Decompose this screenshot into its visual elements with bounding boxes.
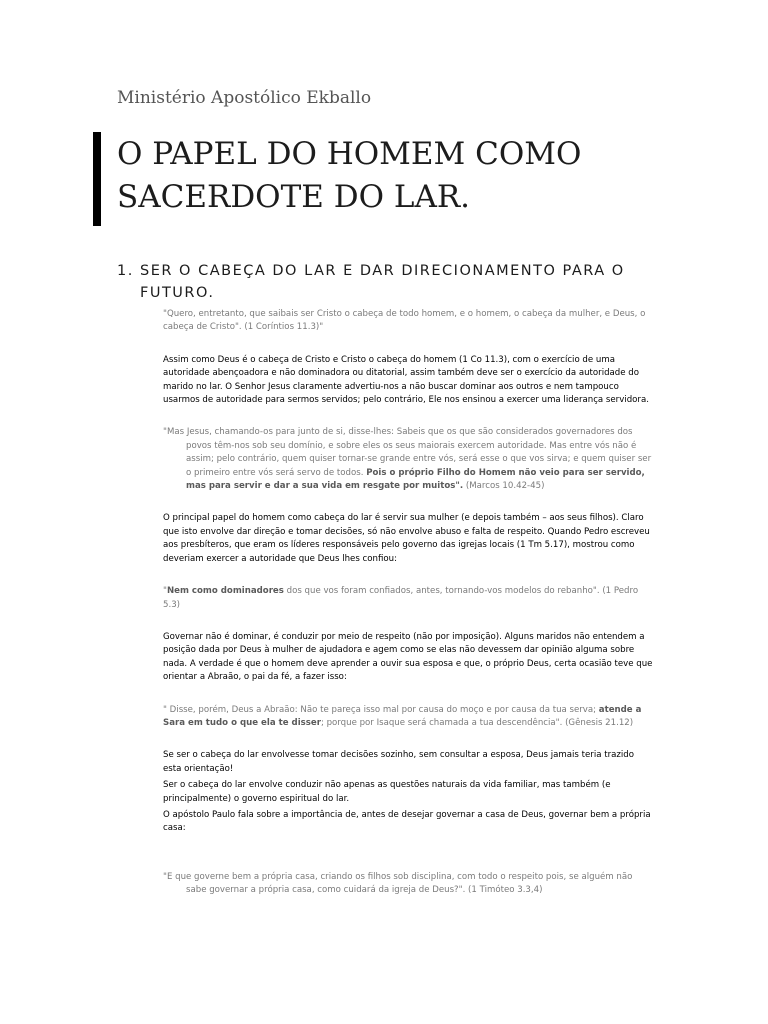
quote-1-pedro-emphasis: Nem como dominadores [166,586,284,597]
quote-timoteo: "E que governe bem a própria casa, criando os filhos sob disciplina, com todo o respeito pois, se alguém não sabe governar a própria casa, como cuidará da igreja de Deus?". (1 Timóteo 3.3,4) [163,871,633,896]
quote-1-pedro-open: " [163,586,167,597]
paragraph-paulo: O apóstolo Paulo fala sobre a importância de, antes de desejar governar a casa de Deus, governar bem a própria casa: [163,809,651,834]
paragraph-decisions: Se ser o cabeça do lar envolvesse tomar decisões sozinho, sem consultar a esposa, Deus jamais teria trazido esta orientação! [163,750,634,774]
paragraph-authority: Assim como Deus é o cabeça de Cristo e Cristo o cabeça do homem (1 Co 11.3), com o exercício de uma autoridade abençoadora e não dominadora ou ditatorial, assim também deve ser o exercício da autoridade do marido no lar. O Senhor Jesus claramente advertiu-nos a não buscar dominar aos outros e nem tampouco usarmos de autoridade para sermos servidos; pelo contrário, Ele nos ensinou a exercer uma liderança servidora. [163,354,649,406]
quote-mark-reference: (Marcos 10.42-45) [465,481,545,492]
quote-mark [163,426,653,493]
quote-genesis [163,704,653,731]
paragraph-principal-role: O principal papel do homem como cabeça do lar é servir sua mulher (e depois também – aos seus filhos). Claro que isto envolve dar direção e tomar decisões, só não envolve abuso e falta de respeito. Quando Pedro escreveu aos presbíteros, que eram os líderes responsáveis pelo governo das igrejas locais (1 Tm 5.17), mostrou como deveriam exercer a autoridade que Deus lhes confiou: [163,513,650,564]
quote-genesis-text: " Disse, porém, Deus a Abraão: Não te pareça isso mal por causa do moço e por causa da tua serva; [163,704,597,715]
paragraph-governar: Governar não é dominar, é conduzir por meio de respeito (não por imposição). Alguns maridos não entendem a posição dada por Deus à mulher de ajudadora e agem como se elas não devessem dar opinião alguma sobre nada. A verdade é que o homem deve aprender a ouvir sua esposa e que, o próprio Deus, certa ocasião teve que orientar a Abraão, o pai da fé, a fazer isso: [163,631,653,683]
quote-mark-emphasis: Pois o próprio Filho do Homem não veio para ser servido, mas para servir e dar a sua vida em resgate por muitos". [186,467,645,492]
quote-genesis-reference: ; porque por Isaque será chamada a tua descendência". (Gênesis 21.12) [320,717,634,728]
quote-1-pedro [163,585,653,612]
title-accent-bar [93,132,101,226]
section-heading-text: SER O CABEÇA DO LAR E DAR DIRECIONAMENTO PARA O FUTURO. [140,263,625,301]
organization-name: Ministério Apostólico Ekballo [117,88,372,108]
page-title: O PAPEL DO HOMEM COMO SACERDOTE DO LAR. [117,136,582,215]
quote-genesis-emphasis: atende a Sara em tudo o que ela te disser [163,704,642,728]
quote-1-pedro-text: dos que vos foram confiados, antes, tornando-vos modelos do rebanho". (1 Pedro 5.3) [163,586,639,610]
quote-mark-text: "Mas Jesus, chamando-os para junto de si, disse-lhes: Sabeis que os que são considerados governadores dos povos têm-nos sob seu domínio, e sobre eles os seus maiorais exercem autoridade. Mas entre vós não é assim; pelo contrário, quem quiser tornar-se grande entre vós, será esse o que vos sirva; e quem quiser ser o primeiro entre vós será servo de todos. [163,427,652,478]
section-heading [117,260,637,304]
document-body [163,308,653,898]
quote-1-corinthians: "Quero, entretanto, que saibais ser Cristo o cabeça de todo homem, e o homem, o cabeça da mulher, e Deus, o cabeça de Cristo". (1 Coríntios 11.3)" [163,309,646,333]
section-number: 1. [117,263,134,279]
paragraph-spiritual: Ser o cabeça do lar envolve conduzir não apenas as questões naturais da vida familiar, mas também (e principalmente) o governo espiritual do lar. [163,780,611,804]
